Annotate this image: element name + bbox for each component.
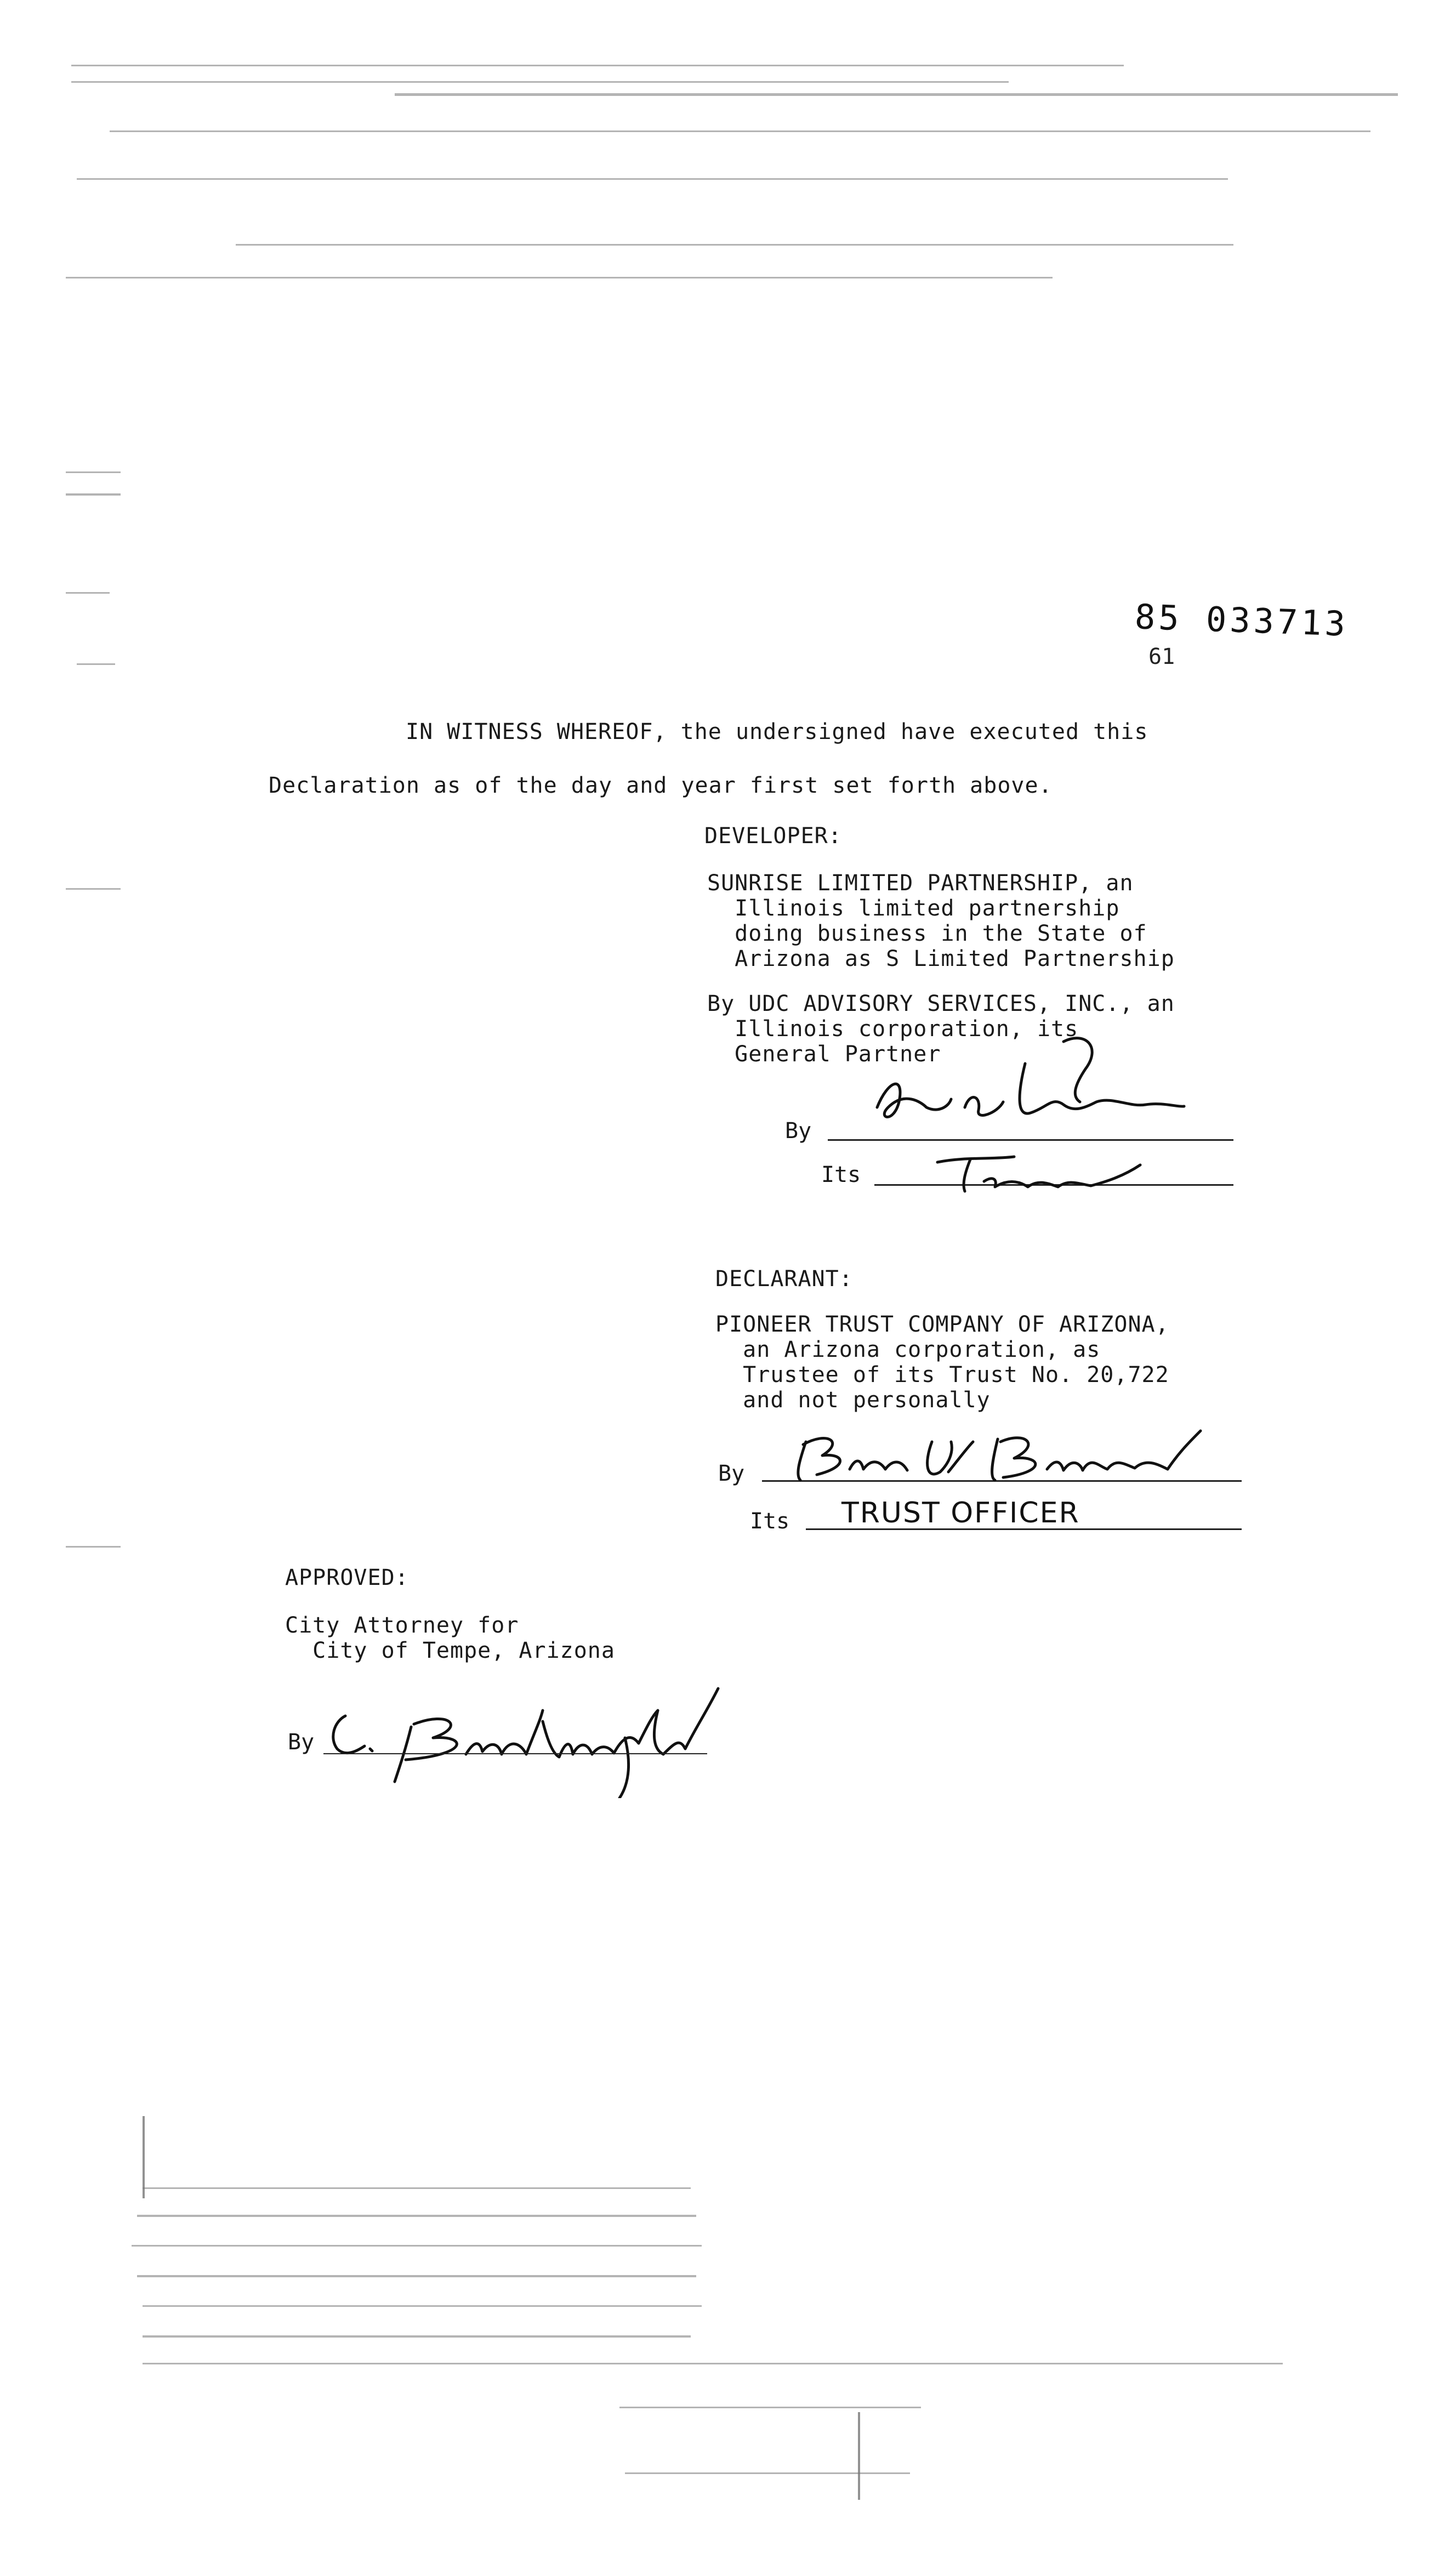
page-number: 61	[1148, 644, 1175, 669]
scan-artifact-bottom-5	[143, 2305, 702, 2307]
scan-artifact-top-4	[110, 130, 1370, 132]
recording-number-stamp: 85 033713	[1134, 596, 1350, 644]
scan-artifact-bottom-1	[143, 2187, 691, 2189]
approved-party-block	[285, 1613, 615, 1663]
general-partner-line: Illinois corporation, its	[707, 1016, 1079, 1042]
scan-artifact-left-1	[66, 471, 121, 473]
declarant-its-handwritten: TRUST OFFICER	[841, 1497, 1080, 1530]
developer-line: SUNRISE LIMITED PARTNERSHIP, an	[707, 871, 1134, 896]
approved-heading: APPROVED:	[285, 1565, 409, 1590]
scan-artifact-bottom-11	[143, 2116, 145, 2198]
general-partner-line: General Partner	[707, 1042, 941, 1067]
developer-party-block	[707, 871, 1175, 971]
approved-by-label: By	[288, 1730, 315, 1755]
approved-by-signature-line	[323, 1753, 707, 1754]
developer-line: Illinois limited partnership	[707, 896, 1120, 921]
declarant-by-label: By	[718, 1461, 745, 1486]
scan-artifact-left-2	[66, 493, 121, 496]
declarant-line: Trustee of its Trust No. 20,722	[715, 1362, 1169, 1388]
scan-artifact-top-2	[71, 81, 1009, 83]
scan-artifact-left-3	[66, 592, 110, 594]
scan-artifact-bottom-3	[132, 2245, 702, 2247]
scan-artifact-left-6	[66, 1546, 121, 1548]
declarant-line: an Arizona corporation, as	[715, 1337, 1101, 1362]
scan-artifact-bottom-6	[143, 2335, 691, 2338]
declarant-line: and not personally	[715, 1388, 991, 1413]
general-partner-line: By UDC ADVISORY SERVICES, INC., an	[707, 991, 1175, 1016]
scan-artifact-bottom-4	[137, 2275, 696, 2277]
scan-artifact-top-5	[77, 178, 1228, 180]
developer-its-handwritten	[932, 1148, 1151, 1198]
scan-artifact-bottom-2	[137, 2215, 696, 2217]
scan-artifact-top-1	[71, 65, 1124, 66]
scan-artifact-left-4	[77, 663, 115, 665]
developer-its-label: Its	[821, 1162, 861, 1187]
scan-artifact-top-6	[236, 244, 1233, 246]
developer-signature	[855, 1025, 1195, 1146]
developer-heading: DEVELOPER:	[704, 823, 842, 849]
witness-clause-line-2: Declaration as of the day and year first set forth above.	[269, 773, 1053, 798]
approved-signature	[323, 1678, 762, 1798]
scan-artifact-left-5	[66, 888, 121, 890]
scan-artifact-bottom-9	[625, 2472, 910, 2474]
declarant-party-block	[715, 1312, 1169, 1413]
scan-artifact-bottom-8	[619, 2407, 921, 2408]
approved-line: City of Tempe, Arizona	[285, 1638, 615, 1663]
developer-line: doing business in the State of	[707, 921, 1147, 946]
witness-clause-line-1: IN WITNESS WHEREOF, the undersigned have executed this	[406, 719, 1148, 744]
declarant-heading: DECLARANT:	[715, 1266, 853, 1292]
scan-artifact-top-3	[395, 93, 1398, 96]
declarant-line: PIONEER TRUST COMPANY OF ARIZONA,	[715, 1312, 1169, 1337]
scan-artifact-top-7	[66, 277, 1053, 278]
scan-artifact-bottom-7	[143, 2363, 1283, 2364]
declarant-signature	[784, 1420, 1222, 1491]
approved-line: City Attorney for	[285, 1613, 519, 1638]
scan-artifact-bottom-10	[858, 2412, 860, 2500]
declarant-its-label: Its	[750, 1509, 790, 1534]
developer-line: Arizona as S Limited Partnership	[707, 946, 1175, 971]
developer-by-label: By	[785, 1118, 812, 1144]
